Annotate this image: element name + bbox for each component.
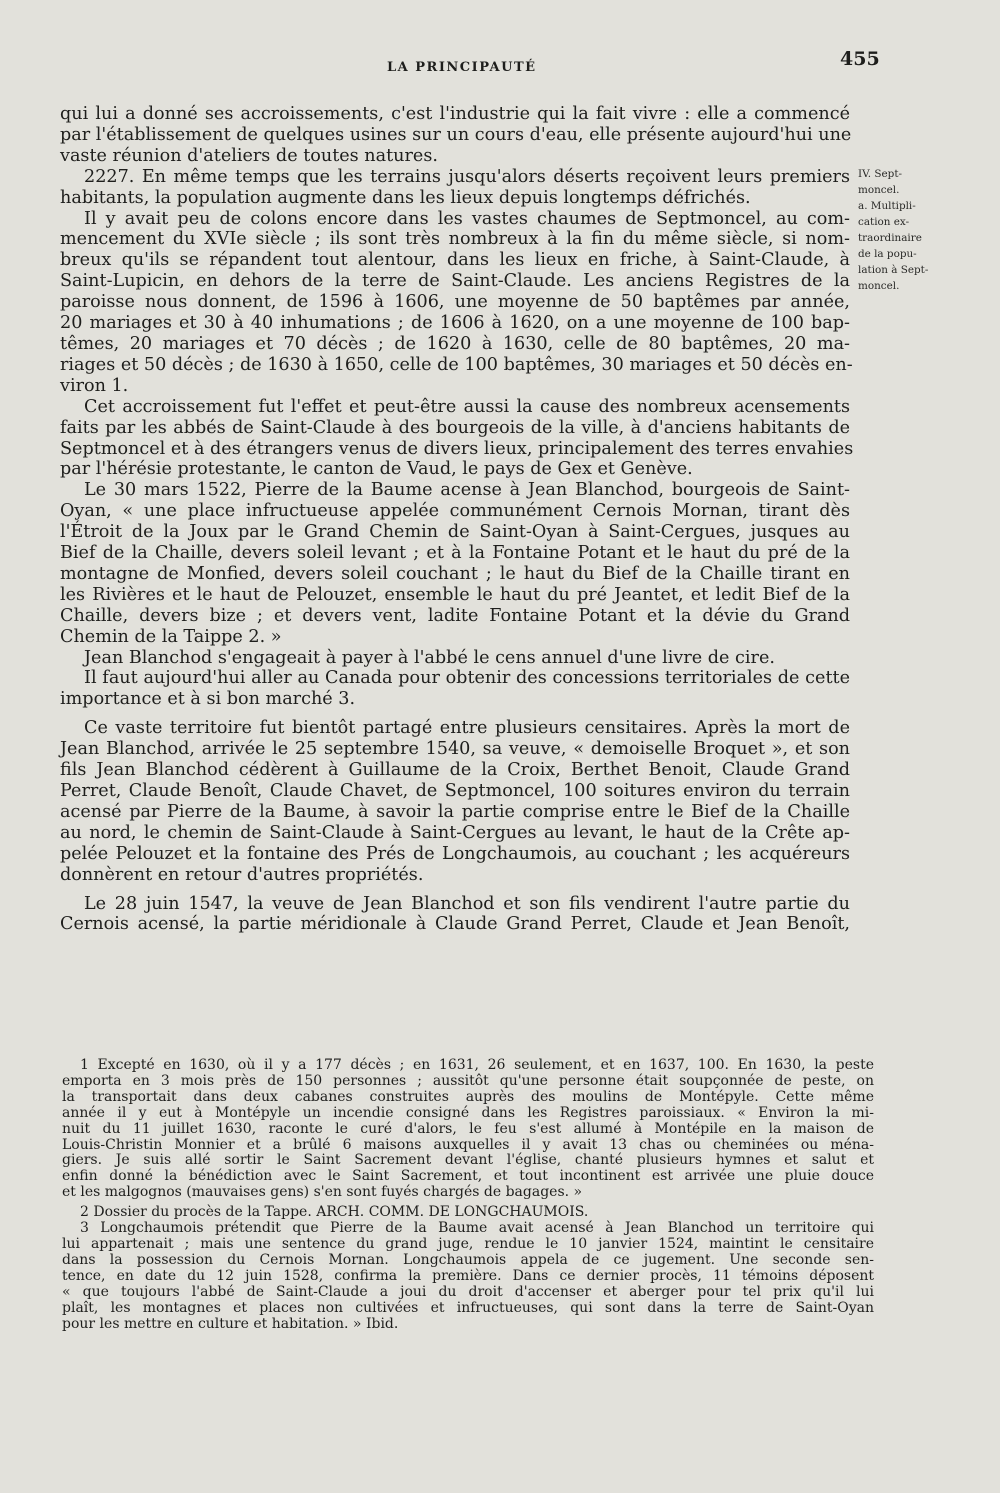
body-line: riages et 50 décès ; de 1630 à 1650, celle de 100 baptêmes, 30 mariages et 50 décès en-	[60, 354, 853, 375]
footnote-line: lui appartenait ; mais une sentence du grand juge, rendue le 10 janvier 1524, maintint le censitaire	[62, 1235, 874, 1252]
body-line: faits par les abbés de Saint-Claude à des bourgeois de la ville, à d'anciens habitants de	[60, 417, 850, 438]
footnote-line: emporta en 3 mois près de 150 personnes ; aussitôt qu'une personne était soupçonnée de peste, on	[62, 1072, 874, 1089]
body-line: Cet accroissement fut l'effet et peut-être aussi la cause des nombreux acensements	[84, 396, 850, 417]
body-line: montagne de Monfied, devers soleil couchant ; le haut du Bief de la Chaille tirant en	[60, 563, 850, 584]
body-line: par l'hérésie protestante, le canton de Vaud, le pays de Gex et Genève.	[60, 459, 693, 480]
footnote-line: tence, en date du 12 juin 1528, confirma la première. Dans ce dernier procès, 11 témoins déposent	[62, 1267, 874, 1284]
body-line: paroisse nous donnent, de 1596 à 1606, une moyenne de 50 baptêmes par année,	[60, 292, 850, 313]
body-line: qui lui a donné ses accroissements, c'est l'industrie qui la fait vivre : elle a commencé	[60, 104, 850, 124]
footnote-line: et les malgognos (mauvaises gens) s'en sont fuyés chargés de bagages. »	[62, 1184, 583, 1201]
page-number: 455	[840, 48, 880, 70]
body-line: par l'établissement de quelques usines sur un cours d'eau, elle présente aujourd'hui une	[60, 124, 852, 145]
body-line: breux qu'ils se répandent tout alentour, dans les lieux en friche, à Saint-Claude, à	[60, 250, 850, 271]
body-line: pelée Pelouzet et la fontaine des Prés de Longchaumois, au couchant ; les acquéreurs	[60, 843, 850, 864]
body-line: Il y avait peu de colons encore dans les vastes chaumes de Septmoncel, au com-	[84, 208, 850, 229]
body-line: viron 1.	[60, 375, 129, 396]
footnote-line: la transportait dans deux cabanes construites auprès des moulins de Montépyle. Cette même	[62, 1088, 874, 1105]
margin-note-line: cation ex-	[858, 216, 910, 228]
body-line: Il faut aujourd'hui aller au Canada pour obtenir des concessions territoriales de cette	[84, 668, 850, 689]
margin-note	[858, 166, 948, 294]
footnote-line: année il y eut à Montépyle un incendie consigné dans les Registres paroissiaux. « Environ la mi-	[62, 1104, 874, 1121]
body-line: importance et à si bon marché 3.	[60, 689, 356, 710]
margin-note-line: lation à Sept-	[858, 264, 929, 276]
footnote-line: 2 Dossier du procès de la Tappe. ARCH. COMM. DE LONGCHAUMOIS.	[80, 1204, 589, 1221]
margin-note-line: de la popu-	[858, 248, 917, 260]
body-line: Chemin de la Taippe 2. »	[60, 626, 282, 647]
margin-note-line: moncel.	[858, 280, 900, 292]
margin-note-line: traordinaire	[858, 232, 922, 244]
body-line: Saint-Lupicin, en dehors de la terre de Saint-Claude. Les anciens Registres de la	[60, 271, 850, 292]
body-line: habitants, la population augmente dans les lieux depuis longtemps défrichés.	[60, 187, 751, 208]
footnote-line: nuit du 11 juillet 1630, raconte le curé d'alors, le feu s'est allumé à Montépile en la maison de	[62, 1120, 874, 1137]
body-line: Cernois acensé, la partie méridionale à Claude Grand Perret, Claude et Jean Benoît,	[60, 914, 850, 935]
body-line: 20 mariages et 30 à 40 inhumations ; de 1606 à 1620, on a une moyenne de 100 bap-	[60, 313, 850, 334]
footnote-line: Louis-Christin Monnier et a brûlé 6 maisons auxquelles il y avait 13 chas ou cheminées ou ména-	[62, 1136, 874, 1153]
body-line: Bief de la Chaille, devers soleil levant ; et à la Fontaine Potant et le haut du pré de la	[60, 543, 850, 564]
body-line: au nord, le chemin de Saint-Claude à Saint-Cergues au levant, le haut de la Crête ap-	[60, 822, 850, 843]
body-line: les Rivières et le haut de Pelouzet, ensemble le haut du pré Jeantet, et ledit Bief de la	[60, 584, 850, 605]
footnotes	[62, 1058, 874, 1332]
body-line: vaste réunion d'ateliers de toutes natures.	[60, 145, 438, 166]
body-line: Oyan, « une place infructueuse appelée communément Cernois Mornan, tirant dès	[60, 501, 850, 522]
footnote-line: pour les mettre en culture et habitation. » Ibid.	[62, 1315, 399, 1332]
body-line: Perret, Claude Benoît, Claude Chavet, de Septmoncel, 100 soitures environ du terrain	[60, 781, 850, 801]
body-line: mencement du XVIe siècle ; ils sont très nombreux à la fin du même siècle, si nom-	[60, 229, 850, 250]
body-text	[60, 104, 854, 935]
footnote-line: plaît, les montagnes et places non cultivées et infructueuses, qui sont dans la terre de Saint-Oyan	[62, 1299, 874, 1316]
body-line: Chaille, devers bize ; et devers vent, ladite Fontaine Potant et la dévie du Grand	[60, 605, 850, 626]
footnote-line: enfin donné la bénédiction avec le Saint Sacrement, et tout incontinent est arrivée une pluie douce	[62, 1168, 874, 1185]
body-line: Le 28 juin 1547, la veuve de Jean Blanchod et son fils vendirent l'autre partie du	[84, 893, 850, 914]
footnote-line: 1 Excepté en 1630, où il y a 177 décès ; en 1631, 26 seulement, et en 1637, 100. En 1630, la peste	[80, 1057, 874, 1073]
body-line: l'Étroit de la Joux par le Grand Chemin de Saint-Oyan à Saint-Cergues, jusques au	[60, 522, 850, 543]
footnote-line: giers. Je suis allé sortir le Saint Sacrement devant l'église, chanté plusieurs hymnes et salut et	[62, 1152, 874, 1169]
footnote-line: 3 Longchaumois prétendit que Pierre de la Baume avait acensé à Jean Blanchod un territoire qui	[80, 1220, 874, 1237]
margin-note-line: moncel.	[858, 184, 900, 196]
margin-note-line: IV. Sept-	[858, 168, 903, 180]
body-line: Le 30 mars 1522, Pierre de la Baume acense à Jean Blanchod, bourgeois de Saint-	[84, 480, 850, 501]
body-line: Septmoncel et à des étrangers venus de divers lieux, principalement des terres envahies	[60, 438, 854, 459]
body-line: 2227. En même temps que les terrains jusqu'alors déserts reçoivent leurs premiers	[84, 166, 850, 187]
footnote-line: dans la possession du Cernois Mornan. Longchaumois appela de ce jugement. Une seconde sen-	[62, 1251, 874, 1268]
body-line: acensé par Pierre de la Baume, à savoir la partie comprise entre le Bief de la Chaille	[60, 801, 850, 822]
body-line: Jean Blanchod, arrivée le 25 septembre 1540, sa veuve, « demoiselle Broquet », et son	[60, 739, 850, 760]
body-line: Ce vaste territoire fut bientôt partagé entre plusieurs censitaires. Après la mort de	[84, 718, 850, 739]
body-line: donnèrent en retour d'autres propriétés.	[60, 864, 424, 885]
body-line: Jean Blanchod s'engageait à payer à l'abbé le cens annuel d'une livre de cire.	[84, 647, 775, 668]
footnote-line: « que toujours l'abbé de Saint-Claude a joui du droit d'accenser et aberger pour tel prix qu'il lui	[62, 1283, 874, 1300]
margin-note-line: a. Multipli-	[858, 200, 916, 212]
body-line: têmes, 20 mariages et 70 décès ; de 1620 à 1630, celle de 80 baptêmes, 20 ma-	[60, 333, 850, 354]
running-title: LA PRINCIPAUTÉ	[387, 60, 537, 75]
body-line: fils Jean Blanchod cédèrent à Guillaume de la Croix, Berthet Benoit, Claude Grand	[60, 760, 850, 781]
